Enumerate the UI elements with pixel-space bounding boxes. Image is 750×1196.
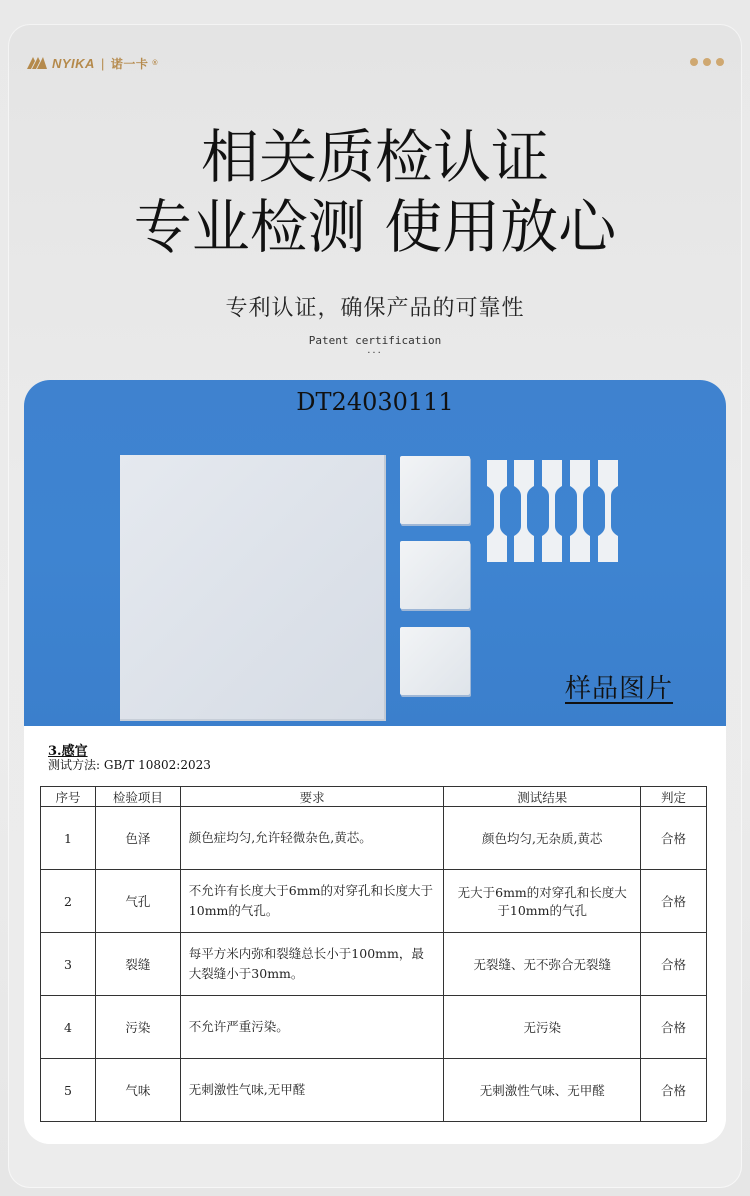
logo-text: NYIKA (52, 55, 95, 71)
foam-sheet-sample (120, 455, 386, 721)
test-result: 颜色均匀,无杂质,黄芯 (444, 807, 641, 870)
inspection-item: 色泽 (95, 807, 180, 870)
foam-block-sample (400, 456, 470, 524)
table-row (41, 870, 707, 933)
column-header: 测试结果 (444, 787, 641, 807)
verdict: 合格 (641, 870, 707, 933)
verdict: 合格 (641, 996, 707, 1059)
page-title-line2: 专业检测 使用放心 (133, 193, 617, 261)
inspection-table (40, 786, 707, 1122)
requirement: 每平方米内弥和裂缝总长小于100mm，最大裂缝小于30mm。 (180, 933, 444, 996)
inspection-item: 裂缝 (95, 933, 180, 996)
foam-block-sample (400, 627, 470, 695)
row-number: 3 (41, 933, 96, 996)
table-row (41, 933, 707, 996)
page-title-line1: 相关质检认证 (200, 123, 549, 191)
subtitle-english: Patent certification (308, 334, 442, 347)
inspection-item: 气味 (95, 1059, 180, 1122)
dot (690, 58, 698, 66)
dot (716, 58, 724, 66)
test-report (24, 726, 726, 1144)
report-section-title: 3.感官 (48, 744, 88, 759)
logo-divider: | (100, 55, 105, 71)
test-method: 测试方法: GB/T 10802:2023 (48, 758, 211, 772)
test-result: 无污染 (444, 996, 641, 1059)
sample-photo (24, 380, 726, 726)
verdict: 合格 (641, 1059, 707, 1122)
brand-logo (26, 52, 158, 74)
dogbone-specimen (541, 460, 563, 562)
column-header: 序号 (41, 787, 96, 807)
column-header: 检验项目 (95, 787, 180, 807)
inspection-item: 污染 (95, 996, 180, 1059)
logo-registered-mark: ® (152, 59, 159, 67)
table-row (41, 996, 707, 1059)
requirement: 不允许有长度大于6mm的对穿孔和长度大于10mm的气孔。 (180, 870, 444, 933)
table-row (41, 807, 707, 870)
table-row (41, 1059, 707, 1122)
row-number: 2 (41, 870, 96, 933)
requirement: 不允许严重污染。 (180, 996, 444, 1059)
table-header-row (41, 787, 707, 807)
subtitle-dots: ··· (367, 348, 383, 359)
row-number: 5 (41, 1059, 96, 1122)
dogbone-specimen (569, 460, 591, 562)
row-number: 4 (41, 996, 96, 1059)
test-result: 无大于6mm的对穿孔和长度大于10mm的气孔 (444, 870, 641, 933)
dogbone-specimen (597, 460, 619, 562)
dot (703, 58, 711, 66)
verdict: 合格 (641, 933, 707, 996)
test-result: 无刺激性气味、无甲醛 (444, 1059, 641, 1122)
page-subtitle: 专利认证，确保产品的可靠性 (225, 296, 525, 321)
test-result: 无裂缝、无不弥合无裂缝 (444, 933, 641, 996)
sample-photo-caption: 样品图片 (565, 674, 674, 704)
logo-chinese-name: 诺一卡 (110, 56, 149, 71)
column-header: 判定 (641, 787, 707, 807)
dogbone-specimen (513, 460, 535, 562)
logo-mark-icon (26, 56, 48, 70)
sample-id: DT24030111 (296, 388, 454, 416)
row-number: 1 (41, 807, 96, 870)
verdict: 合格 (641, 807, 707, 870)
dogbone-specimen (486, 460, 508, 562)
requirement: 颜色症均匀,允许轻微杂色,黄芯。 (180, 807, 444, 870)
foam-block-sample (400, 541, 470, 609)
column-header: 要求 (180, 787, 444, 807)
more-dots-icon[interactable] (690, 58, 724, 66)
certificate-panel (24, 380, 726, 1144)
inspection-item: 气孔 (95, 870, 180, 933)
requirement: 无刺激性气味,无甲醛 (180, 1059, 444, 1122)
